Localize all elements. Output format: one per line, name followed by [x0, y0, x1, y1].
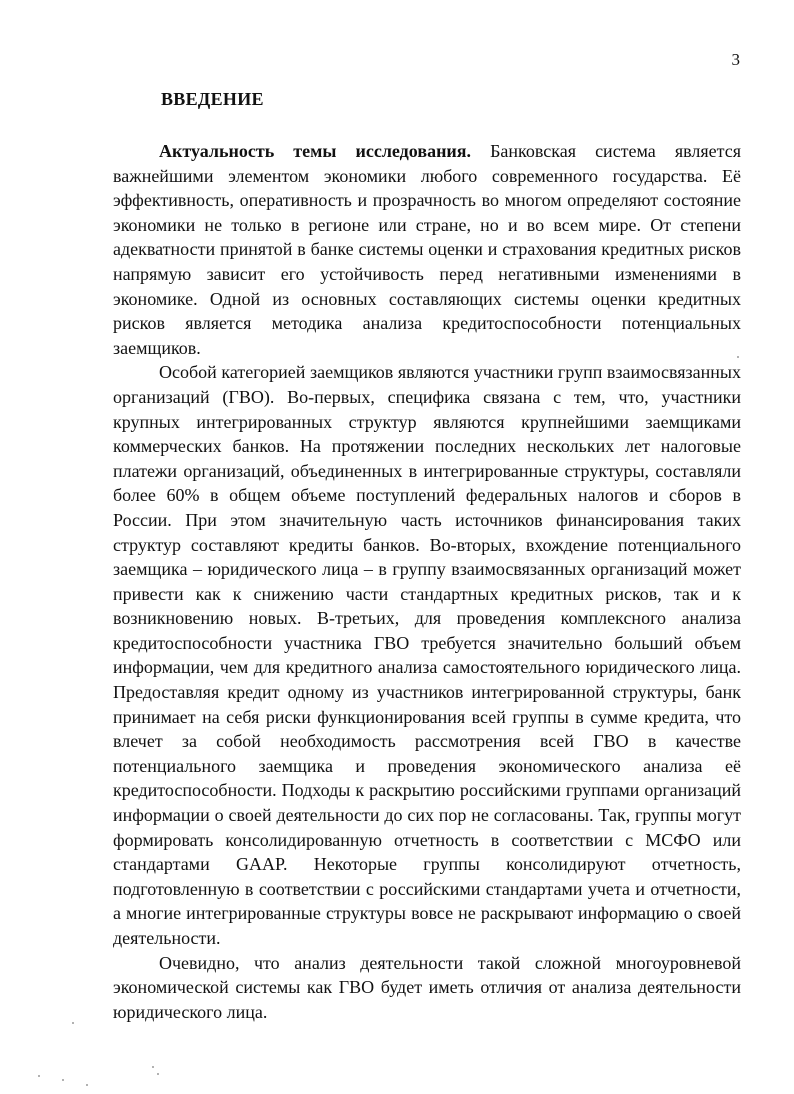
scan-speck: [737, 356, 739, 358]
body-text: [113, 139, 741, 1024]
paragraph-lead: Актуальность темы исследования.: [159, 141, 472, 161]
scan-speck: [38, 1075, 40, 1077]
scan-speck: [152, 1066, 154, 1068]
scan-speck: [72, 1022, 74, 1024]
scan-speck: [62, 1079, 64, 1081]
paragraph-text: Особой категорией заемщиков являются участники групп взаимосвязанных организаций (ГВО). Во-первых, специфика связана с тем, что, участники крупных интегрированных структур являются крупнейшими заемщиками коммерческих банков. На протяжении последних нескольких лет налоговые платежи организаций, объединенных в интегрированные структуры, составляли более 60% в общем объеме поступлений федеральных налогов и сборов в России. При этом значительную часть источников финансирования таких структур составляют кредиты банков. Во-вторых, вхождение потенциального заемщика – юридического лица – в группу взаимосвязанных организаций может привести как к снижению части стандартных кредитных рисков, так и к возникновению новых. В-третьих, для проведения комплексного анализа кредитоспособности участника ГВО требуется значительно больший объем информации, чем для кредитного анализа самостоятельного юридического лица. Предоставляя кредит одному из участников интегрированной структуры, банк принимает на себя риски функционирования всей группы в сумме кредита, что влечет за собой необходимость рассмотрения всей ГВО в качестве потенциального заемщика и проведения экономического анализа её кредитоспособности. Подходы к раскрытию российскими группами организаций информации о своей деятельности до сих пор не согласованы. Так, группы могут формировать консолидированную отчетность в соответствии с МСФО или стандартами GAAP. Некоторые группы консолидируют отчетность, подготовленную в соответствии с российскими стандартами учета и отчетности, а многие интегрированные структуры вовсе не раскрывают информацию о своей деятельности.: [113, 362, 741, 948]
page-number: 3: [731, 50, 740, 69]
paragraph-conclusion: [113, 951, 741, 1025]
paragraph-text: Банковская система является важнейшими элементом экономики любого современного государства. Её эффективность, оперативность и прозрачность во многом определяют состояние экономики не только в регионе или стране, но и во всем мире. От степени адекватности принятой в банке системы оценки и страхования кредитных рисков напрямую зависит его устойчивость перед негативными изменениями в экономике. Одной из основных составляющих системы оценки кредитных рисков является методика анализа кредитоспособности потенциальных заемщиков.: [113, 141, 741, 358]
section-heading: ВВЕДЕНИЕ: [161, 89, 264, 109]
scan-speck: [86, 1084, 88, 1086]
paragraph-text: Очевидно, что анализ деятельности такой сложной многоуровневой экономической системы как ГВО будет иметь отличия от анализа деятельности юридического лица.: [113, 952, 741, 1022]
scan-speck: [157, 1073, 159, 1075]
paragraph-relevance: [113, 139, 741, 360]
paragraph-borrowers: [113, 360, 741, 950]
